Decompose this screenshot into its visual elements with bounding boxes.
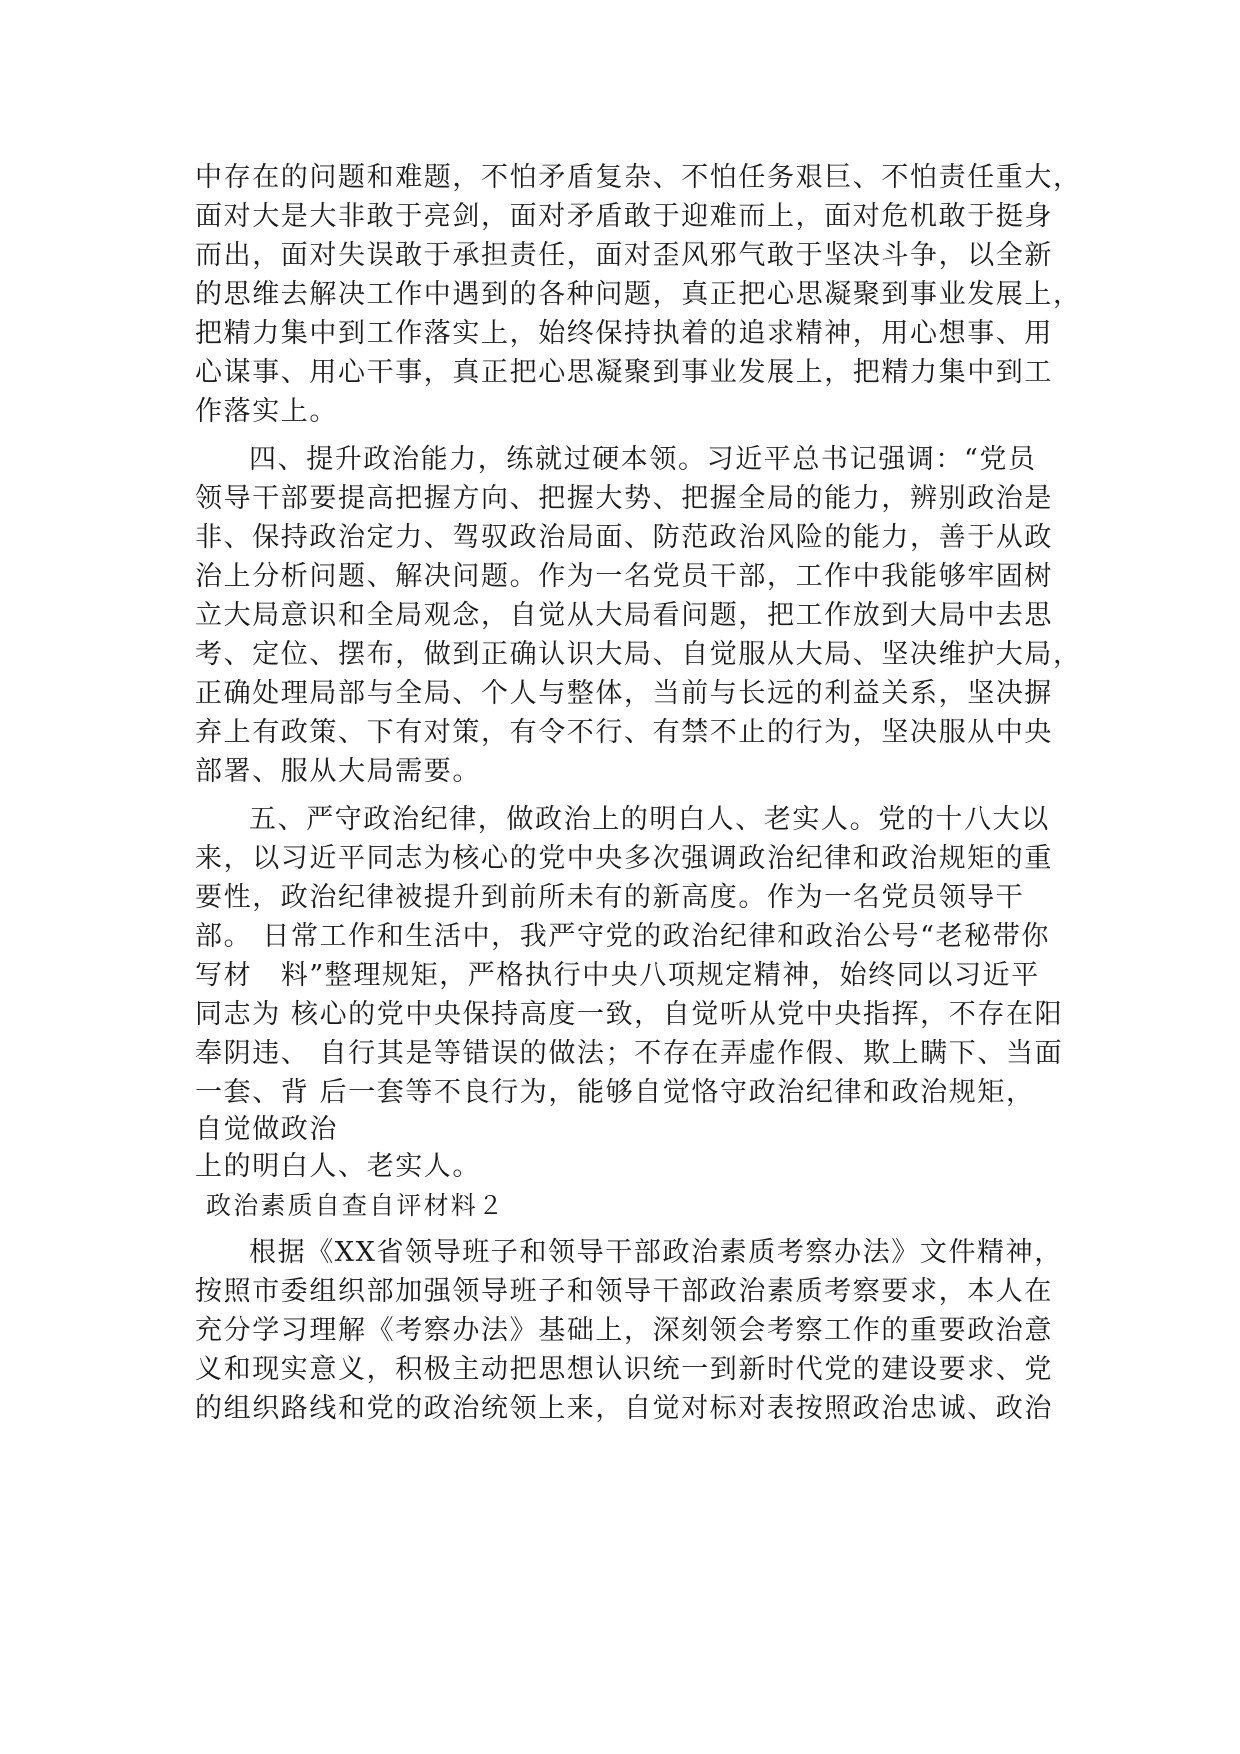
text-line: 来，以习近平同志为核心的党中央多次强调政治纪律和政治规矩的重	[195, 843, 1053, 874]
text-line: 弃上有政策、下有对策，有令不行、有禁不止的行为，坚决服从中央	[195, 717, 1053, 748]
text-line: 心谋事、用心干事，真正把心思凝聚到事业发展上，把精力集中到工	[195, 357, 1053, 388]
text-line: 领导干部要提高把握方向、把握大势、把握全局的能力，辨别政治是	[195, 483, 1053, 514]
text-line: 非、保持政治定力、驾驭政治局面、防范政治风险的能力，善于从政	[195, 522, 1053, 553]
text-line: 部署、服从大局需要。	[195, 756, 481, 787]
text-line: 要性，政治纪律被提升到前所未有的新高度。作为一名党员领导干	[195, 882, 1025, 913]
text-line: 而出，面对失误敢于承担责任，面对歪风邪气敢于坚决斗争，以全新	[195, 240, 1053, 271]
text-line: 充分学习理解《考察办法》基础上，深刻领会考察工作的重要政治意	[195, 1315, 1053, 1346]
text-line: 同志为 核心的党中央保持高度一致，自觉听从党中央指挥，不存在阳	[195, 999, 1064, 1030]
text-line: 正确处理局部与全局、个人与整体，当前与长远的利益关系，坚决摒	[195, 678, 1053, 709]
text-line: 的思维去解决工作中遇到的各种问题，真正把心思凝聚到事业发展上，	[195, 279, 1082, 310]
text-line: 奉阴违、 自行其是等错误的做法；不存在弄虚作假、欺上瞒下、当面	[195, 1038, 1064, 1069]
text-line: 治上分析问题、解决问题。作为一名党员干部，工作中我能够牢固树	[195, 561, 1053, 592]
section-four-heading-line: 四、提升政治能力，练就过硬本领。习近平总书记强调：“党员	[249, 444, 1037, 475]
text-line: 义和现实意义，积极主动把思想认识统一到新时代党的建设要求、党	[195, 1354, 1053, 1385]
text-line: 部。 日常工作和生活中，我严守党的政治纪律和政治公号“老秘带你	[195, 921, 1050, 952]
text-line: 根据《XX省领导班子和领导干部政治素质考察办法》文件精神，	[249, 1237, 1063, 1268]
text-line: 上的明白人、老实人。	[195, 1151, 481, 1182]
text-line: 中存在的问题和难题，不怕矛盾复杂、不怕任务艰巨、不怕责任重大，	[195, 162, 1082, 193]
text-line: 自觉做政治	[195, 1114, 338, 1145]
text-line: 面对大是大非敢于亮剑，面对矛盾敢于迎难而上，面对危机敢于挺身	[195, 201, 1053, 232]
text-line: 立大局意识和全局观念，自觉从大局看问题，把工作放到大局中去思	[195, 600, 1053, 631]
text-line: 写材 料”整理规矩，严格执行中央八项规定精神，始终同以习近平	[195, 960, 1040, 991]
section-five-heading-line: 五、严守政治纪律，做政治上的明白人、老实人。党的十八大以	[249, 804, 1050, 835]
text-line: 作落实上。	[195, 396, 338, 427]
text-line: 考、定位、摆布，做到正确认识大局、自觉服从大局、坚决维护大局，	[195, 639, 1082, 670]
text-line: 按照市委组织部加强领导班子和领导干部政治素质考察要求，本人在	[195, 1276, 1053, 1307]
section-title: 政治素质自查自评材料２	[206, 1191, 506, 1220]
text-line: 一套、背 后一套等不良行为，能够自觉恪守政治纪律和政治规矩，	[195, 1077, 1035, 1108]
text-line: 的组织路线和党的政治统领上来，自觉对标对表按照政治忠诚、政治	[195, 1393, 1053, 1424]
text-line: 把精力集中到工作落实上，始终保持执着的追求精神，用心想事、用	[195, 318, 1053, 349]
